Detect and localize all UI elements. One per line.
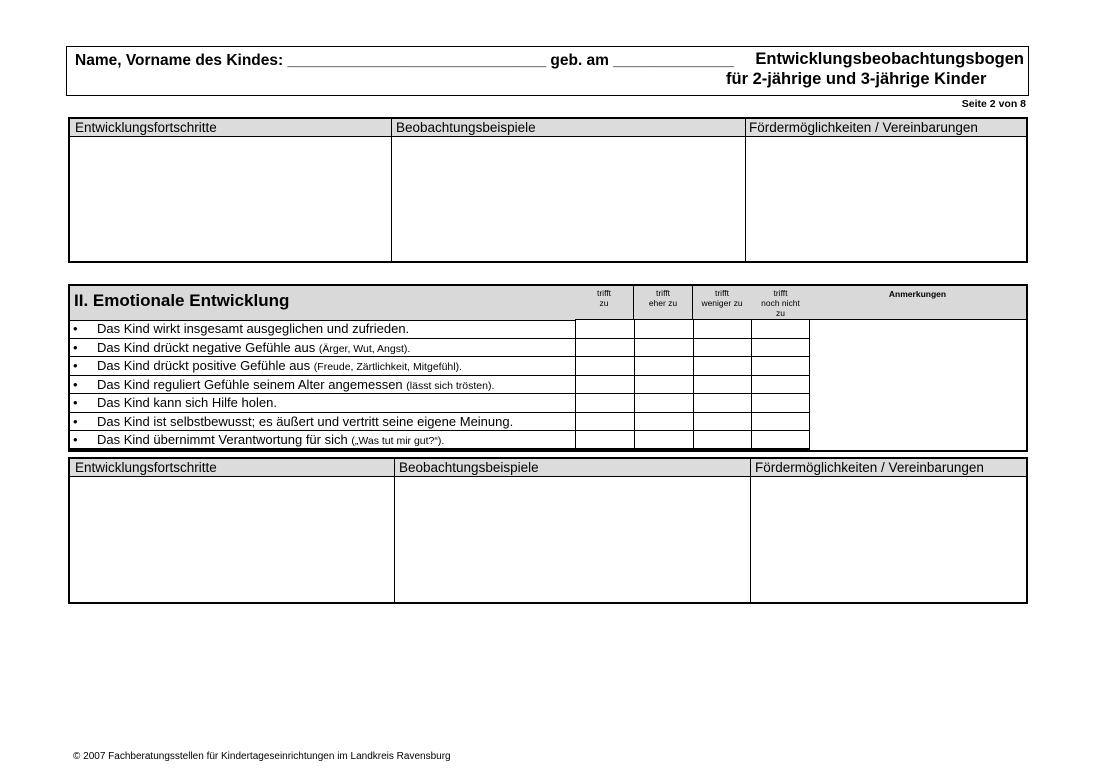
item-note: (lässt sich trösten).	[406, 379, 495, 392]
item-note: („Was tut mir gut?“).	[351, 435, 445, 447]
item-row	[70, 431, 809, 450]
rating-header-line: trifft	[773, 288, 788, 298]
top-notes-table	[68, 117, 1028, 263]
item-text	[97, 414, 513, 429]
rating-cell[interactable]	[575, 357, 634, 375]
item-statement: Das Kind kann sich Hilfe holen.	[97, 395, 277, 410]
item-row	[70, 413, 809, 432]
rating-cell[interactable]	[634, 357, 693, 375]
bullet: •	[73, 321, 78, 336]
rating-cell[interactable]	[751, 431, 810, 448]
rating-cell[interactable]	[693, 357, 752, 375]
rating-cell[interactable]	[693, 431, 752, 448]
rating-cell[interactable]	[575, 339, 634, 357]
bullet: •	[73, 339, 78, 355]
rating-header-less-applies	[693, 286, 752, 320]
item-row	[70, 394, 809, 413]
rating-cell[interactable]	[575, 413, 634, 431]
item-row	[70, 320, 809, 339]
rating-cell[interactable]	[751, 320, 810, 338]
item-row	[70, 339, 809, 358]
rating-cell[interactable]	[575, 376, 634, 394]
rating-header-applies	[575, 286, 634, 320]
rating-cell[interactable]	[693, 320, 752, 338]
remarks-header: Anmerkungen	[809, 286, 1026, 320]
item-row	[70, 376, 809, 395]
item-statement: Das Kind übernimmt Verantwortung für sich	[97, 432, 352, 447]
bullet: •	[73, 413, 78, 429]
item-statement: Das Kind drückt positive Gefühle aus	[97, 358, 314, 373]
bullet: •	[73, 432, 78, 447]
rating-header-line: trifft	[714, 288, 729, 298]
rating-header-line: trifft	[596, 288, 611, 298]
item-note: (Freude, Zärtlichkeit, Mitgefühl).	[313, 361, 462, 373]
remarks-field[interactable]	[809, 320, 1026, 450]
form-subtitle: für 2-jährige und 3-jährige Kinder	[726, 70, 987, 88]
rating-cell[interactable]	[575, 320, 634, 338]
rating-header-not-yet	[751, 286, 810, 320]
item-text	[97, 340, 410, 355]
item-text	[97, 358, 462, 373]
item-text	[97, 377, 494, 392]
rating-cell[interactable]	[751, 339, 810, 357]
rating-cell[interactable]	[634, 413, 693, 431]
col-header-examples: Beobachtungsbeispiele	[396, 120, 536, 135]
page-number: Seite 2 von 8	[961, 98, 1026, 110]
item-statement: Das Kind drückt negative Gefühle aus	[97, 339, 319, 355]
rating-cell[interactable]	[751, 394, 810, 412]
rating-header-line: noch nicht	[761, 298, 800, 308]
rating-cell[interactable]	[634, 320, 693, 338]
bullet: •	[73, 376, 78, 392]
rating-cell[interactable]	[693, 394, 752, 412]
rating-cell[interactable]	[693, 376, 752, 394]
section-title: II. Emotionale Entwicklung	[74, 291, 290, 310]
item-statement: Das Kind ist selbstbewusst; es äußert und vertritt seine eigene Meinung.	[97, 413, 514, 429]
rating-cell[interactable]	[693, 413, 752, 431]
item-text	[97, 395, 277, 410]
item-text	[97, 432, 444, 447]
rating-cell[interactable]	[751, 376, 810, 394]
item-note: (Ärger, Wut, Angst).	[318, 342, 411, 355]
section-header	[70, 286, 576, 321]
col-header-examples: Beobachtungsbeispiele	[399, 460, 539, 475]
rating-header-line: zu	[776, 308, 785, 318]
item-statement: Das Kind reguliert Gefühle seinem Alter angemessen	[97, 376, 407, 392]
rating-cell[interactable]	[634, 431, 693, 448]
column-divider	[391, 119, 392, 261]
col-header-progress: Entwicklungsfortschritte	[75, 460, 217, 475]
bullet: •	[73, 358, 78, 373]
rating-cell[interactable]	[634, 376, 693, 394]
rating-cell[interactable]	[634, 394, 693, 412]
rating-cell[interactable]	[751, 357, 810, 375]
rating-header-line: trifft	[655, 288, 670, 298]
bullet: •	[73, 395, 78, 410]
emotional-development-section	[68, 284, 1028, 452]
item-row	[70, 357, 809, 376]
column-divider	[745, 119, 746, 261]
rating-header-line: zu	[599, 298, 609, 308]
header-box	[66, 46, 1029, 96]
copyright-footer: © 2007 Fachberatungsstellen für Kindertageseinrichtungen im Landkreis Ravensburg	[73, 751, 451, 762]
rating-header-line: eher zu	[648, 298, 678, 308]
rating-cell[interactable]	[575, 394, 634, 412]
bottom-notes-table	[68, 457, 1028, 604]
item-text	[97, 321, 409, 336]
rating-cell[interactable]	[634, 339, 693, 357]
col-header-support: Fördermöglichkeiten / Vereinbarungen	[755, 460, 984, 475]
col-header-support: Fördermöglichkeiten / Vereinbarungen	[749, 120, 978, 135]
rating-cell[interactable]	[693, 339, 752, 357]
child-name-birthdate-line: Name, Vorname des Kindes: ______________________________ geb. am ______________	[75, 52, 734, 69]
rating-header-line: weniger zu	[701, 298, 743, 308]
rating-cell[interactable]	[751, 413, 810, 431]
item-statement: Das Kind wirkt insgesamt ausgeglichen und zufrieden.	[97, 321, 410, 336]
rating-cell[interactable]	[575, 431, 634, 448]
form-title: Entwicklungsbeobachtungsbogen	[755, 50, 1024, 68]
column-divider	[394, 459, 395, 602]
col-header-progress: Entwicklungsfortschritte	[75, 120, 217, 135]
rating-header-rather-applies	[634, 286, 693, 320]
column-divider	[750, 459, 751, 602]
